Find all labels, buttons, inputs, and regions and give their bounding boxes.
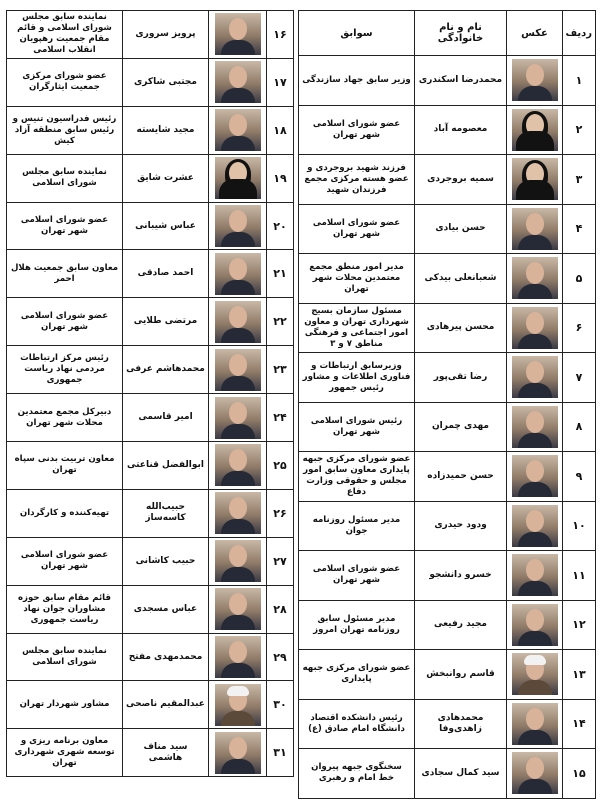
person-bio: دبیرکل مجمع معتمدین محلات شهر تهران [7, 394, 123, 442]
header-row-number: ردیف [563, 11, 596, 56]
person-bio: فرزند شهید بروجردی و عضو هسته مرکزی مجمع فرزندان شهید [299, 155, 415, 205]
row-number: ۲۰ [267, 202, 294, 250]
person-bio: عضو شورای اسلامی شهر تهران [299, 204, 415, 254]
person-name: عباس شیبانی [123, 202, 209, 250]
table-row [7, 537, 294, 585]
photo-cell [209, 250, 267, 298]
photo-cell [209, 489, 267, 537]
table-row [299, 749, 596, 799]
portrait-photo [215, 492, 261, 534]
portrait-photo [512, 455, 558, 497]
photo-cell [507, 650, 563, 700]
row-number: ۲۱ [267, 250, 294, 298]
photo-cell [209, 154, 267, 202]
portrait-photo [512, 356, 558, 398]
portrait-photo [215, 13, 261, 55]
row-number: ۱ [563, 56, 596, 106]
photo-cell [209, 585, 267, 633]
table-row [7, 394, 294, 442]
photo-cell [507, 501, 563, 551]
person-bio: عضو شورای اسلامی شهر تهران [299, 551, 415, 601]
person-name: ابوالفضل قناعتی [123, 442, 209, 490]
table-row [7, 729, 294, 777]
person-bio: مدیر مسئول روزنامه جوان [299, 501, 415, 551]
candidate-table-left [6, 10, 294, 777]
person-bio: مدیر امور منطق مجمع معتمدین محلات شهر تهران [299, 254, 415, 304]
person-name: عبدالمقیم ناصحی [123, 681, 209, 729]
table-row [299, 56, 596, 106]
table-row [299, 501, 596, 551]
row-number: ۲۹ [267, 633, 294, 681]
row-number: ۳ [563, 155, 596, 205]
person-name: شعبانعلی بیدکی [415, 254, 507, 304]
person-name: مجید شایسته [123, 106, 209, 154]
photo-cell [507, 303, 563, 353]
row-number: ۱۶ [267, 11, 294, 59]
photo-cell [507, 56, 563, 106]
person-bio: قائم مقام سابق حوزه مشاوران جوان نهاد ریاست جمهوری [7, 585, 123, 633]
row-number: ۶ [563, 303, 596, 353]
row-number: ۱۹ [267, 154, 294, 202]
row-number: ۲ [563, 105, 596, 155]
person-name: رضا تقی‌پور [415, 353, 507, 403]
person-bio: عضو شورای اسلامی شهر تهران [7, 298, 123, 346]
portrait-photo [215, 157, 261, 199]
row-number: ۱۷ [267, 58, 294, 106]
table-row [7, 154, 294, 202]
portrait-photo [512, 752, 558, 794]
portrait-photo [512, 158, 558, 200]
portrait-photo [512, 257, 558, 299]
table-row [299, 254, 596, 304]
person-name: محمدرضا اسکندری [415, 56, 507, 106]
photo-cell [507, 551, 563, 601]
photo-cell [209, 633, 267, 681]
portrait-photo [215, 253, 261, 295]
person-bio: عضو شورای مرکزی جبهه پایداری [299, 650, 415, 700]
row-number: ۵ [563, 254, 596, 304]
person-bio: عضو شورای اسلامی شهر تهران [7, 537, 123, 585]
person-bio: رئیس مرکز ارتباطات مردمی نهاد ریاست جمهوری [7, 346, 123, 394]
table-row [7, 298, 294, 346]
person-bio: وزیرسابق ارتباطات و فناوری اطلاعات و مشاور رئیس جمهور [299, 353, 415, 403]
candidate-list-sheet [6, 10, 596, 794]
photo-cell [209, 298, 267, 346]
table-row [299, 452, 596, 502]
portrait-photo [215, 732, 261, 774]
person-name: مجید رفیعی [415, 600, 507, 650]
person-name: قاسم روانبخش [415, 650, 507, 700]
photo-cell [507, 204, 563, 254]
row-number: ۱۴ [563, 699, 596, 749]
photo-cell [209, 442, 267, 490]
person-name: عباس مسجدی [123, 585, 209, 633]
person-name: پرویز سروری [123, 11, 209, 59]
person-bio: وزیر سابق جهاد سازندگی [299, 56, 415, 106]
person-bio: تهیه‌کننده و کارگردان [7, 489, 123, 537]
person-name: حبیب‌الله کاسه‌ساز [123, 489, 209, 537]
person-name: سمیه بروجردی [415, 155, 507, 205]
row-number: ۸ [563, 402, 596, 452]
row-number: ۷ [563, 353, 596, 403]
person-bio: عضو شورای مرکزی جمعیت ایثارگران [7, 58, 123, 106]
row-number: ۲۴ [267, 394, 294, 442]
portrait-photo [215, 397, 261, 439]
person-name: معصومه آباد [415, 105, 507, 155]
photo-cell [209, 106, 267, 154]
person-bio: سخنگوی جبهه پیروان خط امام و رهبری [299, 749, 415, 799]
photo-cell [507, 353, 563, 403]
header-photo: عکس [507, 11, 563, 56]
person-bio: مدیر مسئول سابق روزنامه تهران امروز [299, 600, 415, 650]
photo-cell [507, 155, 563, 205]
table-row [7, 106, 294, 154]
portrait-photo [512, 307, 558, 349]
portrait-photo [512, 208, 558, 250]
photo-cell [209, 681, 267, 729]
person-bio: معاون سابق جمعیت هلال احمر [7, 250, 123, 298]
person-name: حبیب کاشانی [123, 537, 209, 585]
portrait-photo [512, 703, 558, 745]
table-row [7, 346, 294, 394]
header-name: نام و نام خانوادگی [415, 11, 507, 56]
portrait-photo [215, 684, 261, 726]
table-body-right [299, 56, 596, 799]
photo-cell [209, 537, 267, 585]
portrait-photo [215, 205, 261, 247]
table-row [299, 551, 596, 601]
person-bio: نماینده سابق مجلس شورای اسلامی [7, 633, 123, 681]
person-bio: رئیس شورای اسلامی شهر تهران [299, 402, 415, 452]
table-body-left [7, 11, 294, 777]
photo-cell [209, 394, 267, 442]
portrait-photo [215, 61, 261, 103]
portrait-photo [215, 109, 261, 151]
photo-cell [507, 254, 563, 304]
table-row [7, 633, 294, 681]
table-row [299, 650, 596, 700]
person-name: مجتبی شاکری [123, 58, 209, 106]
portrait-photo [215, 540, 261, 582]
table-row [299, 155, 596, 205]
row-number: ۱۵ [563, 749, 596, 799]
person-bio: رئیس فدراسیون تنیس و رئیس سابق منطقه آزاد کیش [7, 106, 123, 154]
person-bio: رئیس دانشکده اقتصاد دانشگاه امام صادق (ع) [299, 699, 415, 749]
photo-cell [209, 729, 267, 777]
person-bio: مشاور شهردار تهران [7, 681, 123, 729]
portrait-photo [215, 588, 261, 630]
photo-cell [507, 749, 563, 799]
table-row [299, 204, 596, 254]
table-row [299, 402, 596, 452]
person-name: محمدهادی زاهدی‌وفا [415, 699, 507, 749]
table-row [7, 11, 294, 59]
person-bio: معاون تربیت بدنی سپاه تهران [7, 442, 123, 490]
person-name: مرتضی طلایی [123, 298, 209, 346]
person-name: امیر قاسمی [123, 394, 209, 442]
photo-cell [209, 346, 267, 394]
portrait-photo [512, 505, 558, 547]
header-bio: سوابق [299, 11, 415, 56]
table-row [299, 353, 596, 403]
row-number: ۱۸ [267, 106, 294, 154]
photo-cell [507, 699, 563, 749]
table-row [7, 202, 294, 250]
person-bio: معاون برنامه ریزی و توسعه شهری شهرداری تهران [7, 729, 123, 777]
person-name: احمد صادقی [123, 250, 209, 298]
photo-cell [209, 58, 267, 106]
person-bio: عضو شورای اسلامی شهر تهران [7, 202, 123, 250]
person-bio: نماینده سابق مجلس شورای اسلامی و قائم مقام جمعیت رهپویان انقلاب اسلامی [7, 11, 123, 59]
portrait-photo [512, 109, 558, 151]
candidate-table-right [298, 10, 596, 799]
person-name: محسن پیرهادی [415, 303, 507, 353]
photo-cell [209, 202, 267, 250]
row-number: ۴ [563, 204, 596, 254]
person-name: محمدهاشم عرفی [123, 346, 209, 394]
person-name: حسن حمیدزاده [415, 452, 507, 502]
photo-cell [507, 600, 563, 650]
person-bio: مسئول سازمان بسیج شهرداری تهران و معاون امور اجتماعی و فرهنگی مناطق ۷ و ۳ [299, 303, 415, 353]
table-header-row [299, 11, 596, 56]
person-name: ودود حیدری [415, 501, 507, 551]
photo-cell [507, 452, 563, 502]
table-row [299, 105, 596, 155]
table-row [7, 250, 294, 298]
person-name: عشرت شایق [123, 154, 209, 202]
table-row [7, 489, 294, 537]
table-row [7, 681, 294, 729]
row-number: ۳۰ [267, 681, 294, 729]
person-bio: عضو شورای مرکزی جبهه پایداری معاون سابق امور مجلس و حقوقی وزارت دفاع [299, 452, 415, 502]
row-number: ۲۲ [267, 298, 294, 346]
portrait-photo [512, 653, 558, 695]
row-number: ۱۳ [563, 650, 596, 700]
row-number: ۲۸ [267, 585, 294, 633]
row-number: ۱۲ [563, 600, 596, 650]
portrait-photo [215, 349, 261, 391]
portrait-photo [512, 406, 558, 448]
person-bio: عضو شورای اسلامی شهر تهران [299, 105, 415, 155]
row-number: ۳۱ [267, 729, 294, 777]
row-number: ۲۶ [267, 489, 294, 537]
row-number: ۲۳ [267, 346, 294, 394]
person-name: سید کمال سجادی [415, 749, 507, 799]
person-name: سید مناف هاشمی [123, 729, 209, 777]
table-row [299, 303, 596, 353]
portrait-photo [512, 59, 558, 101]
portrait-photo [215, 444, 261, 486]
photo-cell [507, 402, 563, 452]
portrait-photo [512, 604, 558, 646]
photo-cell [209, 11, 267, 59]
person-name: حسن بیادی [415, 204, 507, 254]
portrait-photo [215, 301, 261, 343]
photo-cell [507, 105, 563, 155]
person-name: خسرو دانشجو [415, 551, 507, 601]
portrait-photo [512, 554, 558, 596]
row-number: ۱۱ [563, 551, 596, 601]
table-row [299, 600, 596, 650]
table-row [299, 699, 596, 749]
table-row [7, 58, 294, 106]
person-name: مهدی چمران [415, 402, 507, 452]
person-name: محمدمهدی مفتح [123, 633, 209, 681]
row-number: ۲۷ [267, 537, 294, 585]
person-bio: نماینده سابق مجلس شورای اسلامی [7, 154, 123, 202]
row-number: ۱۰ [563, 501, 596, 551]
table-row [7, 442, 294, 490]
row-number: ۲۵ [267, 442, 294, 490]
table-row [7, 585, 294, 633]
row-number: ۹ [563, 452, 596, 502]
portrait-photo [215, 636, 261, 678]
